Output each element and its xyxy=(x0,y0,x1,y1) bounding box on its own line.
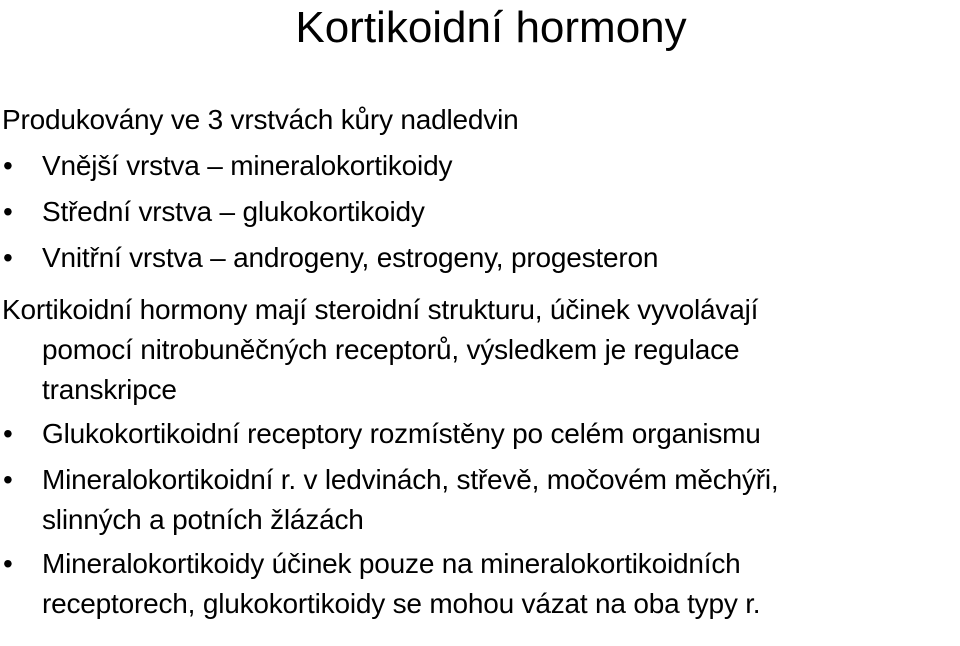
paragraph-line: Kortikoidní hormony mají steroidní strukturu, účinek vyvolávají xyxy=(2,294,759,325)
bullet-text: Mineralokortikoidy účinek pouze na mineralokortikoidních xyxy=(42,548,741,579)
slide-title: Kortikoidní hormony xyxy=(295,3,687,52)
bullet-text-continued: receptorech, glukokortikoidy se mohou vázat na oba typy r. xyxy=(42,588,761,619)
bullet-icon: • xyxy=(3,548,13,579)
bullet-text: Vnitřní vrstva – androgeny, estrogeny, progesteron xyxy=(42,242,659,273)
bullet-item-inner-layer xyxy=(0,238,958,278)
slide-content xyxy=(0,100,958,632)
bullet-text: Střední vrstva – glukokortikoidy xyxy=(42,196,425,227)
bullet-text: Vnější vrstva – mineralokortikoidy xyxy=(42,150,453,181)
bullet-item-glucocorticoid-receptors xyxy=(0,414,958,454)
intro-text: Produkovány ve 3 vrstvách kůry nadledvin xyxy=(2,104,519,135)
bullet-text-continued: slinných a potních žlázách xyxy=(42,504,364,535)
structure-paragraph xyxy=(0,290,958,410)
bullet-item-mineralocorticoid-receptors xyxy=(0,460,958,540)
bullet-text: Glukokortikoidní receptory rozmístěny po celém organismu xyxy=(42,418,761,449)
bullet-icon: • xyxy=(3,150,13,181)
bullet-icon: • xyxy=(3,464,13,495)
bullet-icon: • xyxy=(3,196,13,227)
paragraph-line: pomocí nitrobuněčných receptorů, výsledkem je regulace xyxy=(42,334,740,365)
bullet-icon: • xyxy=(3,418,13,449)
bullet-text: Mineralokortikoidní r. v ledvinách, střevě, močovém měchýři, xyxy=(42,464,779,495)
bullet-item-middle-layer xyxy=(0,192,958,232)
bullet-icon: • xyxy=(3,242,13,273)
bullet-item-mineralocorticoid-effect xyxy=(0,544,958,624)
bullet-item-outer-layer xyxy=(0,146,958,186)
paragraph-line: transkripce xyxy=(42,374,177,405)
